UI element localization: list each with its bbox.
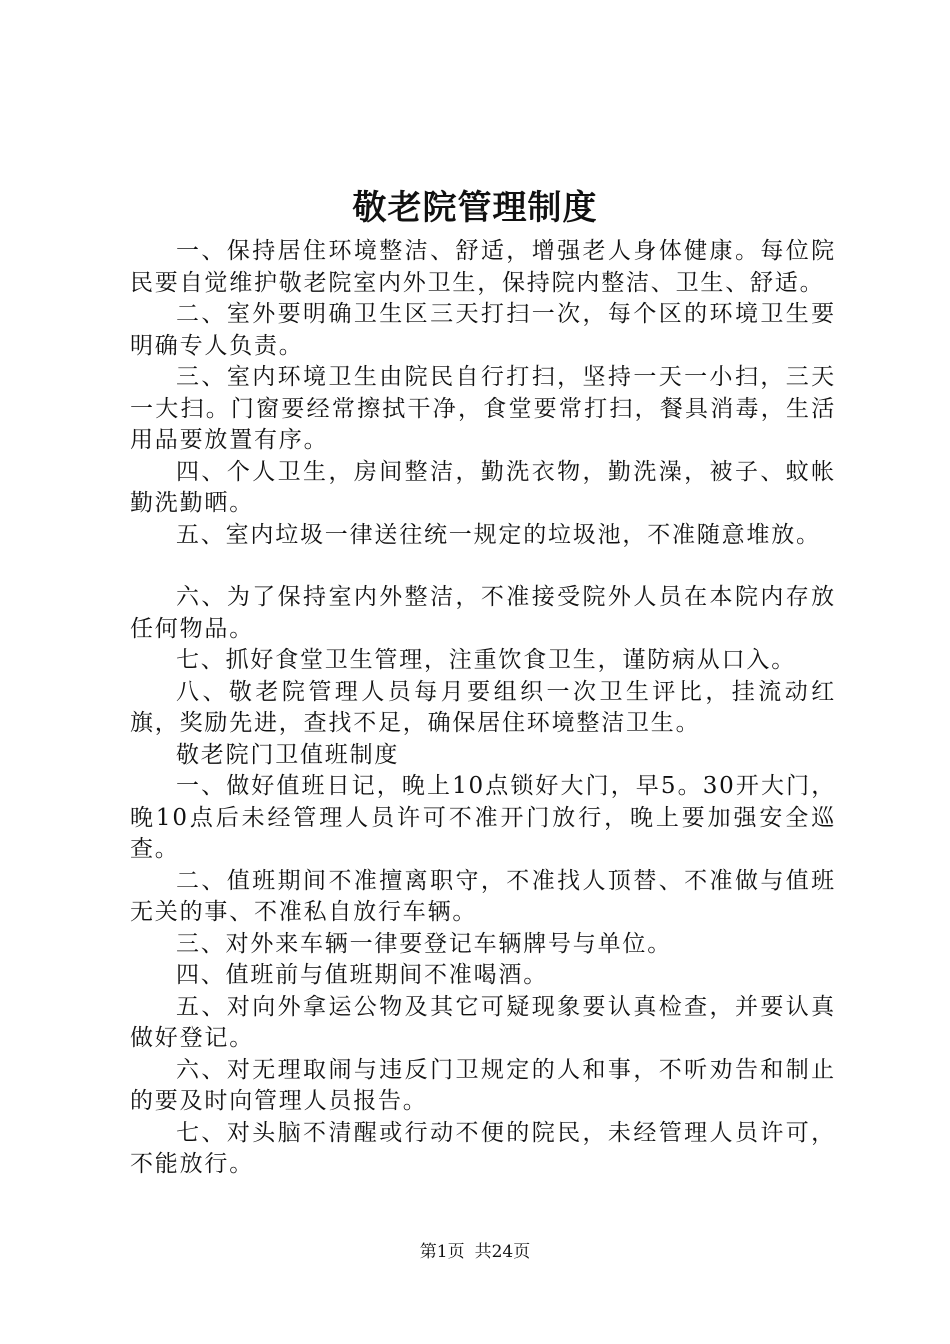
paragraph: 八、敬老院管理人员每月要组织一次卫生评比，挂流动红旗，奖励先进，查找不足，确保居住环境整洁卫生。 bbox=[130, 678, 836, 736]
paragraph: 七、抓好食堂卫生管理，注重饮食卫生，谨防病从口入。 bbox=[176, 647, 796, 673]
page-number: 第1页 bbox=[419, 1242, 465, 1262]
document-title: 敬老院管理制度 bbox=[352, 188, 598, 228]
document-body bbox=[130, 236, 836, 1181]
paragraph: 一、保持居住环境整洁、舒适，增强老人身体健康。每位院民要自觉维护敬老院室内外卫生，保持院内整洁、卫生、舒适。 bbox=[130, 238, 836, 296]
paragraph: 四、值班前与值班期间不准喝酒。 bbox=[176, 962, 548, 988]
paragraph: 三、室内环境卫生由院民自行打扫，坚持一天一小扫，三天一大扫。门窗要经常擦拭干净，食堂要常打扫，餐具消毒，生活用品要放置有序。 bbox=[130, 364, 836, 453]
paragraph: 五、对向外拿运公物及其它可疑现象要认真检查，并要认真做好登记。 bbox=[130, 993, 836, 1051]
paragraph: 四、个人卫生，房间整洁，勤洗衣物，勤洗澡，被子、蚊帐勤洗勤晒。 bbox=[130, 458, 836, 516]
paragraph: 五、室内垃圾一律送往统一规定的垃圾池，不准随意堆放。 bbox=[176, 521, 821, 548]
paragraph: 一、做好值班日记，晚上10点锁好大门，早5。30开大门，晚10点后未经管理人员许可不准开门放行，晚上要加强安全巡查。 bbox=[130, 773, 836, 862]
paragraph: 六、为了保持室内外整洁，不准接受院外人员在本院内存放任何物品。 bbox=[130, 584, 836, 642]
section-heading: 敬老院门卫值班制度 bbox=[176, 741, 400, 768]
page-footer bbox=[0, 1240, 950, 1264]
page-total: 共24页 bbox=[474, 1242, 531, 1262]
paragraph: 六、对无理取闹与违反门卫规定的人和事，不听劝告和制止的要及时向管理人员报告。 bbox=[130, 1056, 836, 1114]
paragraph: 三、对外来车辆一律要登记车辆牌号与单位。 bbox=[176, 930, 672, 957]
paragraph: 二、值班期间不准擅离职守，不准找人顶替、不准做与值班无关的事、不准私自放行车辆。 bbox=[130, 867, 836, 925]
paragraph: 二、室外要明确卫生区三天打扫一次，每个区的环境卫生要明确专人负责。 bbox=[130, 301, 836, 359]
paragraph: 七、对头脑不清醒或行动不便的院民，未经管理人员许可，不能放行。 bbox=[130, 1119, 836, 1177]
